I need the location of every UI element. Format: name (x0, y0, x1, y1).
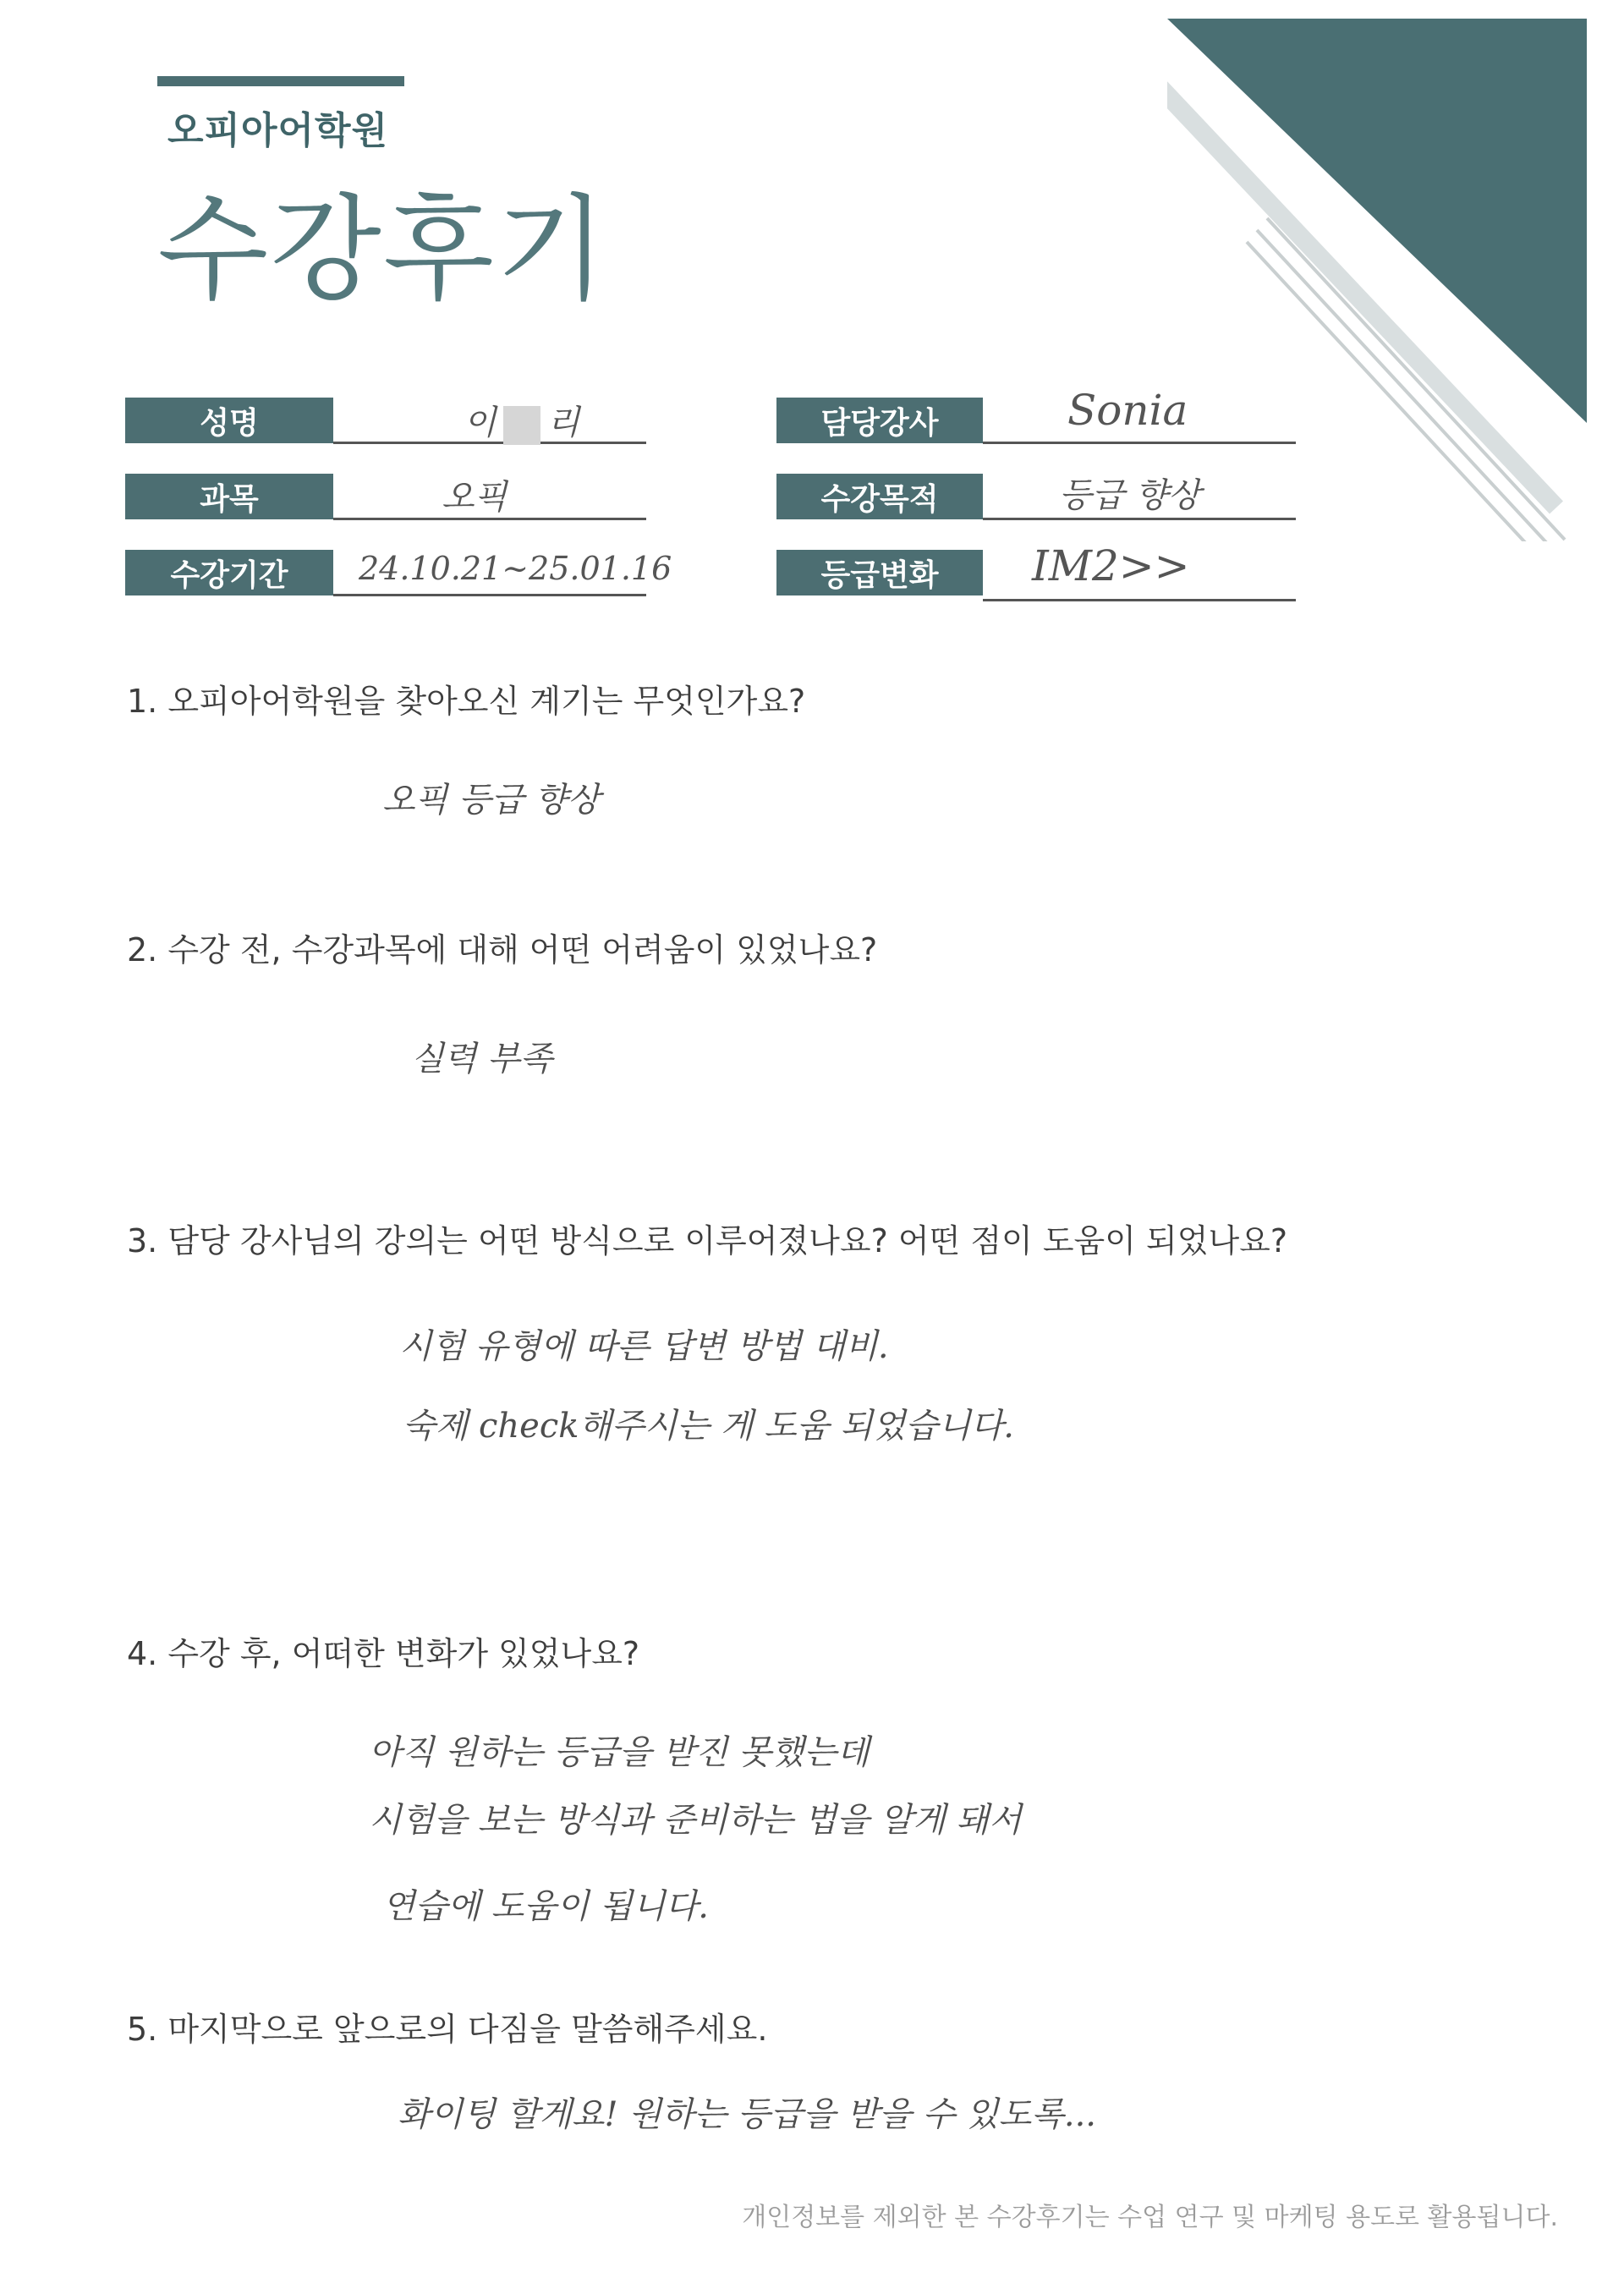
question-4: 4. 수강 후, 어떠한 변화가 있었나요? (127, 1635, 640, 1672)
answer-4-line-2: 시험을 보는 방식과 준비하는 법을 알게 돼서 (369, 1801, 1022, 1840)
corner-decoration (1167, 0, 1624, 541)
subject-value: 오픽 (442, 478, 508, 517)
subject-label: 과목 (125, 474, 333, 519)
name-label: 성명 (125, 398, 333, 443)
question-1: 1. 오피아어학원을 찾아오신 계기는 무엇인가요? (127, 683, 806, 720)
purpose-underline (983, 518, 1296, 520)
question-5: 5. 마지막으로 앞으로의 다짐을 말씀해주세요. (127, 2011, 768, 2048)
question-2: 2. 수강 전, 수강과목에 대해 어떤 어려움이 있었나요? (127, 931, 878, 969)
period-value: 24.10.21~25.01.16 (359, 550, 672, 587)
answer-2-line-1: 실력 부족 (411, 1040, 553, 1078)
answer-4-line-1: 아직 원하는 등급을 받진 못했는데 (369, 1733, 870, 1772)
period-underline (333, 594, 646, 596)
teacher-label: 담당강사 (776, 398, 983, 443)
teacher-underline (983, 442, 1296, 444)
purpose-label: 수강목적 (776, 474, 983, 519)
header-accent-bar (157, 76, 404, 86)
name-value: 이 리 (464, 396, 579, 445)
privacy-notice: 개인정보를 제외한 본 수강후기는 수업 연구 및 마케팅 용도로 활용됩니다. (742, 2203, 1558, 2232)
answer-5-line-1: 화이팅 할게요! 원하는 등급을 받을 수 있도록... (398, 2095, 1097, 2134)
teacher-value: Sonia (1067, 386, 1188, 435)
grade-value: IM2>> (1032, 541, 1190, 590)
brand-name: 오피아어학원 (167, 109, 389, 152)
name-redaction (503, 406, 540, 445)
question-3: 3. 담당 강사님의 강의는 어떤 방식으로 이루어졌나요? 어떤 점이 도움이 되었나요? (127, 1222, 1288, 1260)
purpose-value: 등급 향상 (1059, 476, 1201, 515)
grade-underline (983, 599, 1296, 601)
grade-label: 등급변화 (776, 550, 983, 595)
answer-3-line-2: 숙제 check해주시는 게 도움 되었습니다. (403, 1407, 1015, 1446)
period-label: 수강기간 (125, 550, 333, 595)
answer-3-line-1: 시험 유형에 따른 답변 방법 대비. (399, 1327, 889, 1366)
answer-4-line-3: 연습에 도움이 됩니다. (382, 1887, 709, 1926)
page-title: 수강후기 (157, 184, 609, 317)
answer-1-line-1: 오픽 등급 향상 (382, 781, 601, 820)
